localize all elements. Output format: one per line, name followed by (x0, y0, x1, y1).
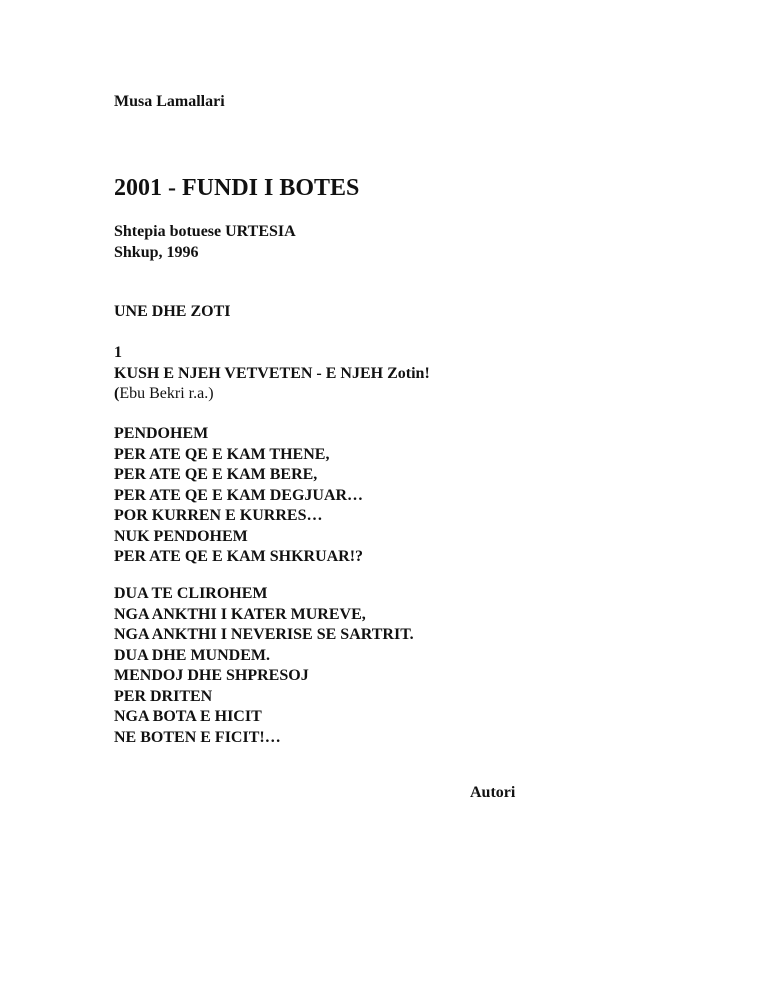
stanza-line: NGA ANKTHI I NEVERISE SE SARTRIT. (114, 626, 414, 643)
stanza-line: DUA DHE MUNDEM. (114, 646, 270, 664)
stanza-line: PER DRITEN (114, 687, 213, 705)
epigraph-source-paren: ( (114, 385, 120, 402)
stanza-line: MENDOJ DHE SHPRESOJ (114, 667, 309, 684)
stanza-line: NGA ANKTHI I KATER MUREVE, (114, 605, 366, 623)
stanza-2 (114, 584, 414, 748)
section-title: UNE DHE ZOTI (114, 303, 231, 320)
epigraph-source (114, 384, 214, 404)
stanza-line: PENDOHEM (114, 425, 209, 442)
stanza-1 (114, 424, 363, 568)
book-title: 2001 - FUNDI I BOTES (114, 175, 360, 201)
stanza-line: DUA TE CLIROHEM (114, 585, 268, 602)
author-name: Musa Lamallari (114, 93, 225, 110)
signature: Autori (470, 784, 516, 801)
stanza-line: POR KURREN E KURRES… (114, 507, 323, 524)
stanza-line: NGA BOTA E HICIT (114, 708, 262, 725)
publisher: Shtepia botuese URTESIA (114, 223, 296, 240)
stanza-line: PER ATE QE E KAM THENE, (114, 445, 330, 463)
poem-number: 1 (114, 344, 122, 361)
place-year: Shkup, 1996 (114, 244, 199, 261)
epigraph: KUSH E NJEH VETVETEN - E NJEH Zotin! (114, 365, 430, 382)
stanza-line: PER ATE QE E KAM SHKRUAR!? (114, 548, 364, 565)
stanza-line: PER ATE QE E KAM DEGJUAR… (114, 486, 364, 504)
epigraph-source-text: Ebu Bekri r.a.) (119, 385, 214, 402)
stanza-line: NUK PENDOHEM (114, 527, 248, 545)
stanza-line: PER ATE QE E KAM BERE, (114, 466, 318, 483)
stanza-line: NE BOTEN E FICIT!… (114, 728, 281, 746)
